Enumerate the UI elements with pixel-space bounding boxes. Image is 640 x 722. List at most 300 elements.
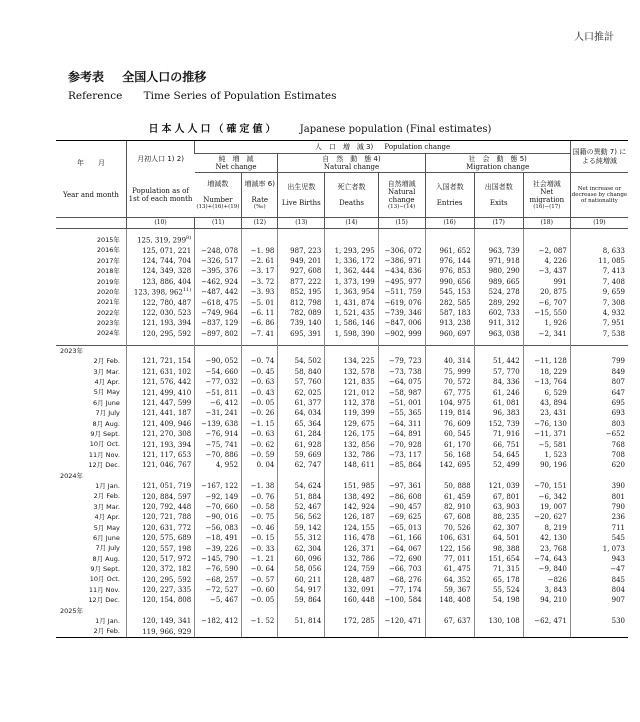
value-cell: 4, 932	[570, 308, 628, 318]
value-cell: −70, 928	[378, 439, 425, 449]
value-cell: −0. 57	[242, 575, 278, 585]
value-cell: 845	[570, 575, 628, 585]
pop-cell: 120, 557, 198	[126, 543, 194, 553]
table-body	[56, 229, 628, 638]
value-cell: −837, 129	[195, 318, 242, 328]
value-cell: 126, 175	[325, 429, 378, 439]
table-row	[56, 585, 628, 595]
pop-cell: 125, 319, 299$^{8)}$	[126, 235, 194, 245]
value-cell: 695	[570, 398, 628, 408]
value-cell: 64, 034	[278, 408, 325, 418]
value-cell: 62, 747	[278, 460, 325, 470]
value-cell: −120, 471	[378, 616, 425, 626]
pop-cell: 121, 051, 719	[126, 481, 194, 491]
value-cell: 545	[570, 533, 628, 543]
value-cell: 54, 645	[474, 450, 523, 460]
value-cell: −9, 840	[523, 564, 570, 574]
table-row	[56, 523, 628, 533]
value-cell: 799	[570, 356, 628, 366]
value-cell	[523, 235, 570, 245]
table-row	[56, 439, 628, 449]
value-cell: −64, 891	[378, 429, 425, 439]
value-cell: 124, 759	[325, 564, 378, 574]
row-label: 12月 Dec.	[88, 596, 120, 605]
value-cell: −64, 311	[378, 419, 425, 429]
pop-cell: 120, 227, 335	[126, 585, 194, 595]
value-cell: −20, 627	[523, 512, 570, 522]
row-label: 2月 Feb.	[93, 357, 120, 366]
value-cell: 530	[570, 616, 628, 626]
table-row	[56, 329, 628, 339]
value-cell: 1, 362, 444	[325, 266, 378, 276]
value-cell: 4, 952	[195, 460, 242, 470]
value-cell: 116, 478	[325, 533, 378, 543]
value-cell: 60, 096	[278, 554, 325, 564]
value-cell: 960, 697	[425, 329, 474, 339]
value-cell: 67, 637	[425, 616, 474, 626]
value-cell: −54, 660	[195, 367, 242, 377]
table-row	[56, 356, 628, 366]
value-cell: −847, 006	[378, 318, 425, 328]
value-cell: 9, 659	[570, 287, 628, 297]
value-cell: 119, 814	[425, 408, 474, 418]
value-cell: 236	[570, 512, 628, 522]
table-row	[56, 297, 628, 307]
value-cell: −56, 083	[195, 523, 242, 533]
value-cell: −72, 527	[195, 585, 242, 595]
value-cell: −1. 15	[242, 419, 278, 429]
value-cell: −3. 93	[242, 287, 278, 297]
value-cell: −13, 764	[523, 377, 570, 387]
section-year-label: 2023年	[60, 346, 84, 355]
value-cell: −386, 971	[378, 256, 425, 266]
value-cell: 976, 144	[425, 256, 474, 266]
value-cell: 804	[570, 585, 628, 595]
value-cell: −79, 723	[378, 356, 425, 366]
table-row	[56, 256, 628, 266]
value-cell: 96, 383	[474, 408, 523, 418]
value-cell: −74, 643	[523, 554, 570, 564]
row-label: 10月 Oct.	[89, 440, 120, 449]
col-natural-increase: 自然増減 Natural change (13)−(14)	[378, 173, 425, 218]
value-cell: 980, 290	[474, 266, 523, 276]
value-cell: 7, 538	[570, 329, 628, 339]
value-cell: 40, 314	[425, 356, 474, 366]
title-en	[68, 90, 337, 102]
value-cell: 61, 170	[425, 439, 474, 449]
subtitle	[0, 120, 640, 135]
value-cell: 693	[570, 408, 628, 418]
value-cell: −902, 999	[378, 329, 425, 339]
col-exits: 出国者数 Exits	[474, 173, 523, 218]
row-label: 2月 Feb.	[93, 492, 120, 501]
col-social-increase: 社会増減 Net migration (16)−(17)	[523, 173, 570, 218]
value-cell: −70, 660	[195, 502, 242, 512]
value-cell: 124, 155	[325, 523, 378, 533]
row-label: 2016年	[96, 246, 120, 255]
value-cell: −1. 52	[242, 616, 278, 626]
value-cell: 121, 835	[325, 377, 378, 387]
value-cell: 61, 284	[278, 429, 325, 439]
value-cell: −47	[570, 564, 628, 574]
table-row	[56, 554, 628, 564]
value-cell: 60, 545	[425, 429, 474, 439]
value-cell: −5. 01	[242, 297, 278, 307]
table-row	[56, 460, 628, 470]
value-cell: −77, 174	[378, 585, 425, 595]
value-cell: 64, 352	[425, 575, 474, 585]
value-cell: −0. 15	[242, 533, 278, 543]
row-label: 7月 July	[95, 544, 120, 553]
value-cell: 82, 910	[425, 502, 474, 512]
value-cell: −68, 276	[378, 575, 425, 585]
value-cell: 59, 367	[425, 585, 474, 595]
value-cell: 23, 431	[523, 408, 570, 418]
value-cell: −64, 075	[378, 377, 425, 387]
value-cell: 51, 884	[278, 491, 325, 501]
value-cell: 3, 843	[523, 585, 570, 595]
pop-cell: 121, 193, 394	[126, 318, 194, 328]
value-cell: 11, 085	[570, 256, 628, 266]
value-cell: 907	[570, 595, 628, 605]
pop-cell: 121, 721, 154	[126, 356, 194, 366]
value-cell: −0. 62	[242, 439, 278, 449]
value-cell: −97, 361	[378, 481, 425, 491]
table-row	[56, 450, 628, 460]
value-cell: 7, 951	[570, 318, 628, 328]
row-label: 2015年	[96, 235, 120, 244]
section-year-row	[56, 345, 628, 356]
value-cell: 90, 196	[523, 460, 570, 470]
value-cell: 142, 924	[325, 502, 378, 512]
value-cell	[325, 235, 378, 245]
value-cell: 132, 091	[325, 585, 378, 595]
value-cell: 138, 492	[325, 491, 378, 501]
value-cell: 132, 786	[325, 554, 378, 564]
row-label: 8月 Aug.	[92, 554, 120, 563]
table-row	[56, 595, 628, 605]
value-cell: −0. 63	[242, 429, 278, 439]
value-cell: 58, 840	[278, 367, 325, 377]
value-cell	[195, 626, 242, 637]
value-cell: 927, 608	[278, 266, 325, 276]
value-cell	[278, 235, 325, 245]
value-cell: −2. 61	[242, 256, 278, 266]
value-cell: −0. 05	[242, 398, 278, 408]
value-cell: −77, 032	[195, 377, 242, 387]
value-cell	[378, 235, 425, 245]
value-cell: −619, 076	[378, 297, 425, 307]
value-cell: 75, 999	[425, 367, 474, 377]
value-cell: 67, 775	[425, 387, 474, 397]
value-cell: −495, 977	[378, 277, 425, 287]
value-cell: −76, 590	[195, 564, 242, 574]
value-cell: −749, 964	[195, 308, 242, 318]
table-title-jp: 全国人口の推移	[122, 70, 207, 84]
row-label: 2022年	[96, 308, 120, 317]
value-cell: 57, 770	[474, 367, 523, 377]
value-cell: 801	[570, 491, 628, 501]
value-cell: 6, 529	[523, 387, 570, 397]
value-cell: 911, 312	[474, 318, 523, 328]
row-label: 12月 Dec.	[88, 461, 120, 470]
table-row	[56, 502, 628, 512]
row-label: 9月 Sept.	[90, 429, 120, 438]
pop-cell: 122, 780, 487	[126, 297, 194, 307]
value-cell	[570, 626, 628, 637]
value-cell: 971, 918	[474, 256, 523, 266]
value-cell: 62, 025	[278, 387, 325, 397]
value-cell: 695, 391	[278, 329, 325, 339]
value-cell: −11, 128	[523, 356, 570, 366]
value-cell: −72, 690	[378, 554, 425, 564]
value-cell: 56, 562	[278, 512, 325, 522]
value-cell: 18, 229	[523, 367, 570, 377]
row-label: 2017年	[96, 256, 120, 265]
value-cell: 739, 140	[278, 318, 325, 328]
population-table	[56, 140, 628, 638]
value-cell: −0. 74	[242, 356, 278, 366]
table-row	[56, 408, 628, 418]
row-label: 3月 Mar.	[93, 502, 120, 511]
pop-cell: 121, 499, 410	[126, 387, 194, 397]
table-row	[56, 377, 628, 387]
pop-cell: 121, 046, 767	[126, 460, 194, 470]
section-year-label: 2025年	[60, 606, 84, 615]
value-cell: 8, 633	[570, 245, 628, 255]
value-cell: −15, 550	[523, 308, 570, 318]
value-cell: 61, 246	[474, 387, 523, 397]
row-label: 2月 Feb.	[56, 626, 126, 637]
value-cell: 949, 201	[278, 256, 325, 266]
value-cell: 647	[570, 387, 628, 397]
value-cell: −92, 149	[195, 491, 242, 501]
value-cell: 20, 875	[523, 287, 570, 297]
value-cell: 65, 364	[278, 419, 325, 429]
value-cell: 132, 786	[325, 450, 378, 460]
pop-cell: 121, 117, 653	[126, 450, 194, 460]
value-cell: 121, 039	[474, 481, 523, 491]
value-cell: 852, 195	[278, 287, 325, 297]
value-cell: 913, 238	[425, 318, 474, 328]
value-cell: 126, 371	[325, 543, 378, 553]
pop-cell: 121, 631, 102	[126, 367, 194, 377]
footnote-mark: 11)	[182, 286, 192, 293]
col-net-change: 純 増 減 Net change	[195, 154, 278, 173]
value-cell: 104, 975	[425, 398, 474, 408]
value-cell: 620	[570, 460, 628, 470]
value-cell: 987, 223	[278, 245, 325, 255]
value-cell: 148, 611	[325, 460, 378, 470]
value-cell: 56, 168	[425, 450, 474, 460]
value-cell: −70, 151	[523, 481, 570, 491]
value-cell: 1, 523	[523, 450, 570, 460]
value-cell: 524, 278	[474, 287, 523, 297]
value-cell: 134, 225	[325, 356, 378, 366]
value-cell: 55, 524	[474, 585, 523, 595]
value-cell: −434, 836	[378, 266, 425, 276]
value-cell: −76, 130	[523, 419, 570, 429]
value-cell: 790	[570, 502, 628, 512]
value-cell: 66, 751	[474, 439, 523, 449]
value-cell: −0. 05	[242, 595, 278, 605]
value-cell: 7, 408	[570, 277, 628, 287]
col-births: 出生児数 Live Births	[278, 173, 325, 218]
col-number: (14)	[325, 218, 378, 229]
value-cell: −6, 342	[523, 491, 570, 501]
pop-cell: 120, 154, 808	[126, 595, 194, 605]
value-cell: −55, 365	[378, 408, 425, 418]
value-cell: −86, 608	[378, 491, 425, 501]
value-cell: 132, 578	[325, 367, 378, 377]
title-jp	[68, 68, 220, 85]
value-cell: −1. 21	[242, 554, 278, 564]
value-cell: 989, 665	[474, 277, 523, 287]
row-label: 9月 Sept.	[90, 565, 120, 574]
table-row	[56, 318, 628, 328]
pop-cell: 120, 517, 972	[126, 554, 194, 564]
value-cell: 63, 903	[474, 502, 523, 512]
value-cell: 390	[570, 481, 628, 491]
table-row	[56, 429, 628, 439]
value-cell: −487, 442	[195, 287, 242, 297]
value-cell: 782, 089	[278, 308, 325, 318]
table-row	[56, 419, 628, 429]
value-cell: 70, 572	[425, 377, 474, 387]
value-cell: 59, 142	[278, 523, 325, 533]
value-cell: 54, 624	[278, 481, 325, 491]
value-cell: 61, 377	[278, 398, 325, 408]
value-cell: −0. 64	[242, 564, 278, 574]
pop-cell: 120, 792, 448	[126, 502, 194, 512]
value-cell: −90, 016	[195, 512, 242, 522]
value-cell: 61, 459	[425, 491, 474, 501]
row-label: 10月 Oct.	[89, 575, 120, 584]
value-cell: 148, 408	[425, 595, 474, 605]
value-cell: −62, 471	[523, 616, 570, 626]
value-cell: 61, 081	[474, 398, 523, 408]
value-cell: 54, 917	[278, 585, 325, 595]
row-label: 2020年	[96, 287, 120, 296]
value-cell: −1. 98	[242, 245, 278, 255]
table-row	[56, 512, 628, 522]
value-cell: −618, 475	[195, 297, 242, 307]
value-cell: −0. 33	[242, 543, 278, 553]
value-cell: −826	[523, 575, 570, 585]
value-cell: 961, 652	[425, 245, 474, 255]
value-cell: 4, 226	[523, 256, 570, 266]
value-cell: 64, 501	[474, 533, 523, 543]
value-cell: −3, 437	[523, 266, 570, 276]
col-number: (12)	[242, 218, 278, 229]
value-cell: 61, 928	[278, 439, 325, 449]
value-cell: −145, 790	[195, 554, 242, 564]
value-cell: −0. 58	[242, 502, 278, 512]
subtitle-en: Japanese population (Final estimates)	[299, 124, 492, 135]
value-cell: −3. 72	[242, 277, 278, 287]
table-row	[56, 398, 628, 408]
value-cell: −0. 75	[242, 512, 278, 522]
value-cell: 849	[570, 367, 628, 377]
value-cell: 55, 312	[278, 533, 325, 543]
value-cell	[242, 626, 278, 637]
value-cell: 803	[570, 419, 628, 429]
value-cell: −739, 346	[378, 308, 425, 318]
col-number: (17)	[474, 218, 523, 229]
row-label: 4月 Apr.	[94, 378, 120, 387]
col-number: (15)	[378, 218, 425, 229]
value-cell: 71, 916	[474, 429, 523, 439]
row-label: 2019年	[96, 277, 120, 286]
value-cell: −64, 067	[378, 543, 425, 553]
value-cell: −462, 924	[195, 277, 242, 287]
col-number: (13)	[278, 218, 325, 229]
value-cell: −0. 59	[242, 450, 278, 460]
value-cell	[378, 626, 425, 637]
pop-cell: 121, 576, 442	[126, 377, 194, 387]
value-cell: −68, 257	[195, 575, 242, 585]
value-cell: 129, 675	[325, 419, 378, 429]
pop-cell: 120, 721, 788	[126, 512, 194, 522]
value-cell: 51, 814	[278, 616, 325, 626]
row-label: 2024年	[96, 329, 120, 338]
value-cell: 70, 526	[425, 523, 474, 533]
pop-cell: 121, 441, 187	[126, 408, 194, 418]
value-cell: 160, 448	[325, 595, 378, 605]
value-cell: −6, 412	[195, 398, 242, 408]
row-label: 2018年	[96, 267, 120, 276]
value-cell: 98, 388	[474, 543, 523, 553]
value-cell: 57, 760	[278, 377, 325, 387]
value-cell: 65, 178	[474, 575, 523, 585]
header-tag: 人口推計	[574, 32, 614, 43]
value-cell: 602, 733	[474, 308, 523, 318]
value-cell: −0. 76	[242, 491, 278, 501]
value-cell: 58, 056	[278, 564, 325, 574]
value-cell: 62, 307	[474, 523, 523, 533]
col-number: (11)	[195, 218, 242, 229]
value-cell: 71, 315	[474, 564, 523, 574]
value-cell: −73, 117	[378, 450, 425, 460]
table-row	[56, 266, 628, 276]
pop-cell: 120, 295, 592	[126, 575, 194, 585]
value-cell: 990, 656	[425, 277, 474, 287]
value-cell: 60, 211	[278, 575, 325, 585]
value-cell: −69, 625	[378, 512, 425, 522]
col-number: (10)	[126, 218, 194, 229]
value-cell: 42, 130	[523, 533, 570, 543]
value-cell: 130, 108	[474, 616, 523, 626]
row-label: 11月 Nov.	[88, 450, 120, 459]
value-cell: 1, 073	[570, 543, 628, 553]
table-row	[56, 626, 628, 637]
value-cell: −100, 584	[378, 595, 425, 605]
value-cell: −85, 864	[378, 460, 425, 470]
value-cell: 877, 222	[278, 277, 325, 287]
value-cell: 67, 801	[474, 491, 523, 501]
row-label: 1月 Jan.	[95, 617, 120, 626]
col-social-change: 社 会 動 態 5) Migration change	[425, 154, 570, 173]
value-cell	[242, 235, 278, 245]
value-cell: 7, 308	[570, 297, 628, 307]
value-cell: 76, 609	[425, 419, 474, 429]
value-cell: −0. 63	[242, 377, 278, 387]
value-cell: 807	[570, 377, 628, 387]
col-deaths: 死亡者数 Deaths	[325, 173, 378, 218]
value-cell: −0. 26	[242, 408, 278, 418]
value-cell: −6, 707	[523, 297, 570, 307]
col-number: (16)	[425, 218, 474, 229]
